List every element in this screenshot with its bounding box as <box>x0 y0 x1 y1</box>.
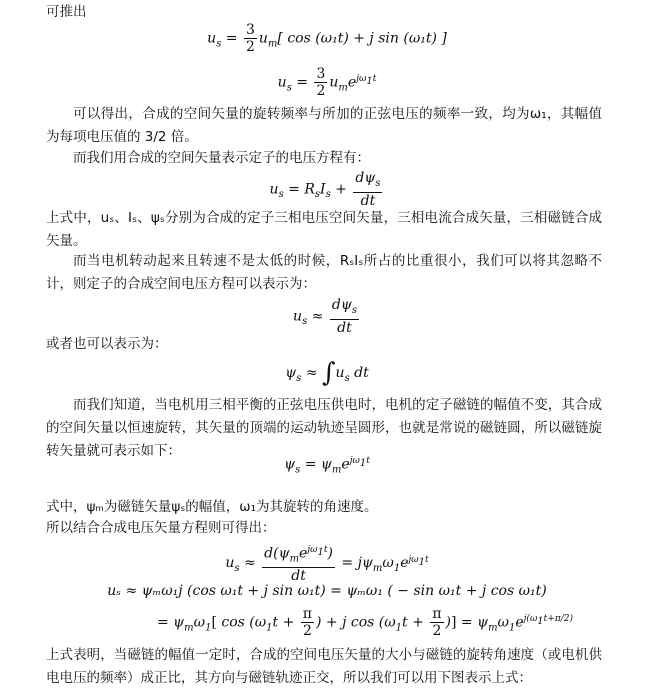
equation-5: $\psi_s \approx \int u_s$ dt <box>285 358 369 388</box>
paragraph-4: 而当电机转动起来且转速不是太低的时候，RₛIₛ所占的比重很小，我们可以将其忽略不计，则定子的合成空间电压方程可以表示为： <box>46 253 602 292</box>
paragraph-3: 上式中，uₛ、Iₛ、ψₛ分别为合成的定子三相电压空间矢量，三相电流合成矢量，三相磁链合成矢量。 <box>46 210 602 249</box>
text-intro: 可推出 <box>46 4 87 20</box>
equation-3: $u_s = R_sI_s$ + $\frac{d\psi_s}{dt}$ <box>269 170 381 209</box>
paragraph-2: 而我们用合成的空间矢量表示定子的电压方程有： <box>73 150 370 166</box>
paragraph-9: 上式表明，当磁链的幅值一定时，合成的空间电压矢量的大小与磁链的旋转角速度（或电机供电电压的频率）成正比，其方向与磁链轨迹正交，所以我们可以用下图表示上式： <box>46 647 602 686</box>
equation-9: = $\psi_m\omega_1$[ $\cos (\omega_1t$ + $\frac{\pi}{2}$ ) + j $\cos (\omega_1t$ + $\frac{\pi}{2}$ )] = $\psi_m\omega_1e^{j(\omega_1t+\pi/2)}$ <box>157 606 573 639</box>
equation-1: $u_s$ = $\frac{3}{2}$ $u_m$[ cos (ω₁t) + j sin (ω₁t) ] <box>207 22 447 55</box>
equation-6: $\psi_s = \psi_me^{j\omega_1t}$ <box>284 456 370 476</box>
paragraph-5: 或者也可以表示为： <box>46 336 168 352</box>
paragraph-8: 所以结合合成电压矢量方程则可得出： <box>46 520 276 536</box>
equation-8: uₛ ≈ ψₘω₁j (cos ω₁t + j sin ω₁t) = ψₘω₁ ( − sin ω₁t + j cos ω₁t) <box>107 583 547 599</box>
paragraph-6: 而我们知道，当电机用三相平衡的正弦电压供电时，电机的定子磁链的幅值不变，其合成的空间矢量以恒速旋转，其矢量的顶端的运动轨迹呈圆形，也就是常说的磁链圆，所以磁链旋转矢量就可表示如下： <box>46 397 602 459</box>
paragraph-7: 式中，ψₘ为磁链矢量ψₛ的幅值，ω₁为其旋转的角速度。 <box>46 499 378 515</box>
equation-2: $u_s$ = $\frac{3}{2}$ $u_me^{j\omega_1t}$ <box>277 66 377 99</box>
equation-4: $u_s$ ≈ $\frac{d\psi_s}{dt}$ <box>293 297 357 336</box>
equation-7: $u_s$ ≈ $\frac{d(\psi_me^{j\omega_1t})}{dt}$ = $j\psi_m\omega_1e^{j\omega_1t}$ <box>0 542 654 584</box>
paragraph-1: 可以得出，合成的空间矢量的旋转频率与所加的正弦电压的频率一致，均为ω₁，其幅值为每项电压值的 3/2 倍。 <box>46 106 602 145</box>
